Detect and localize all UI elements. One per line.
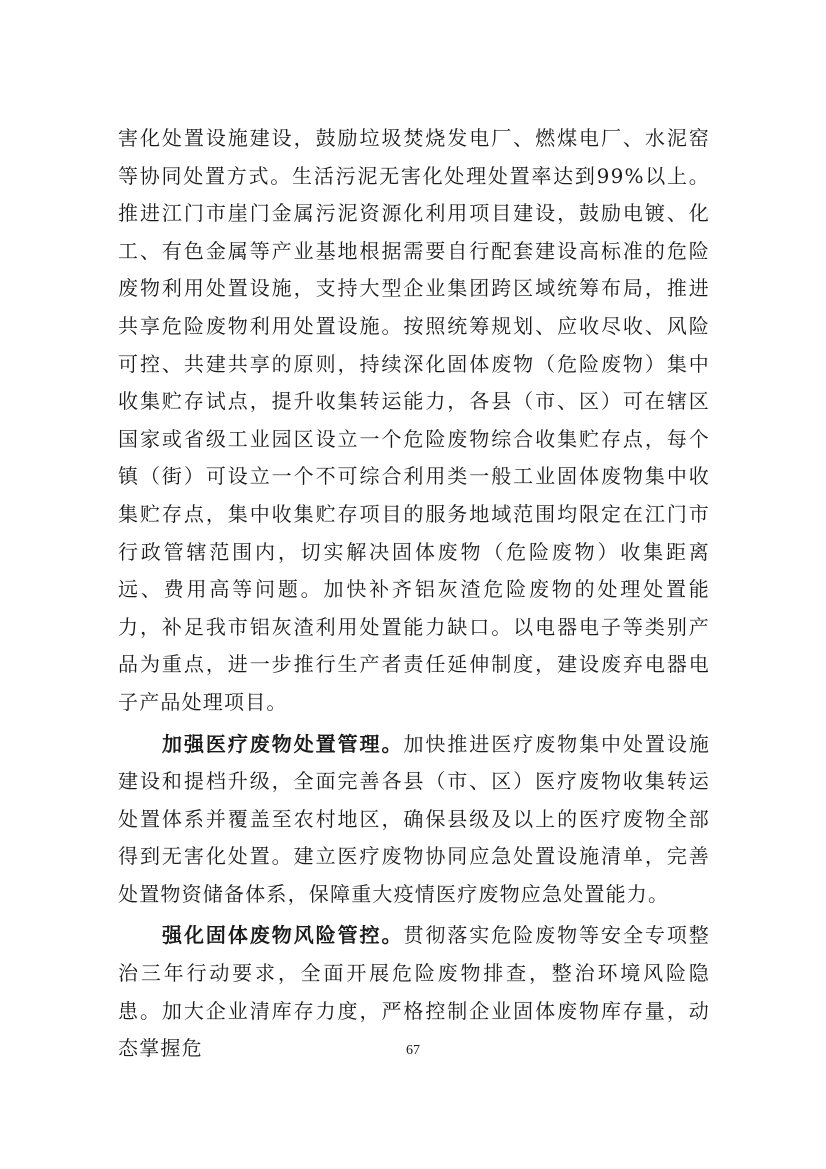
- heading-solid-waste-risk: 强化固体废物风险管控。: [162, 923, 404, 948]
- paragraph-medical-waste: [118, 726, 710, 914]
- document-body: [118, 120, 710, 1072]
- paragraph-medical-waste-body: 加快推进医疗废物集中处置设施建设和提档升级，全面完善各县（市、区）医疗废物收集转运处置体系并覆盖至农村地区，确保县级及以上的医疗废物全部得到无害化处置。建立医疗废物协同应急处置设施清单，完善处置物资储备体系，保障重大疫情医疗废物应急处置能力。: [118, 731, 710, 906]
- paragraph-solid-waste-risk-body: 贯彻落实危险废物等安全专项整治三年行动要求，全面开展危险废物排查，整治环境风险隐患。加大企业清库存力度，严格控制企业固体废物库存量，动态掌握危: [118, 923, 710, 1061]
- page-number: 67: [406, 1043, 420, 1058]
- paragraph-hazardous-waste-facilities: 害化处置设施建设，鼓励垃圾焚烧发电厂、燃煤电厂、水泥窑等协同处置方式。生活污泥无害化处理处置率达到99%以上。推进江门市崖门金属污泥资源化利用项目建设，鼓励电镀、化工、有色金属等产业基地根据需要自行配套建设高标准的危险废物利用处置设施，支持大型企业集团跨区域统筹布局，推进共享危险废物利用处置设施。按照统筹规划、应收尽收、风险可控、共建共享的原则，持续深化固体废物（危险废物）集中收集贮存试点，提升收集转运能力，各县（市、区）可在辖区国家或省级工业园区设立一个危险废物综合收集贮存点，每个镇（街）可设立一个不可综合利用类一般工业固体废物集中收集贮存点，集中收集贮存项目的服务地域范围均限定在江门市行政管辖范围内，切实解决固体废物（危险废物）收集距离远、费用高等问题。加快补齐铝灰渣危险废物的处理处置能力，补足我市铝灰渣利用处置能力缺口。以电器电子等类别产品为重点，进一步推行生产者责任延伸制度，建设废弃电器电子产品处理项目。: [118, 126, 710, 714]
- heading-medical-waste: 加强医疗废物处置管理。: [162, 731, 404, 756]
